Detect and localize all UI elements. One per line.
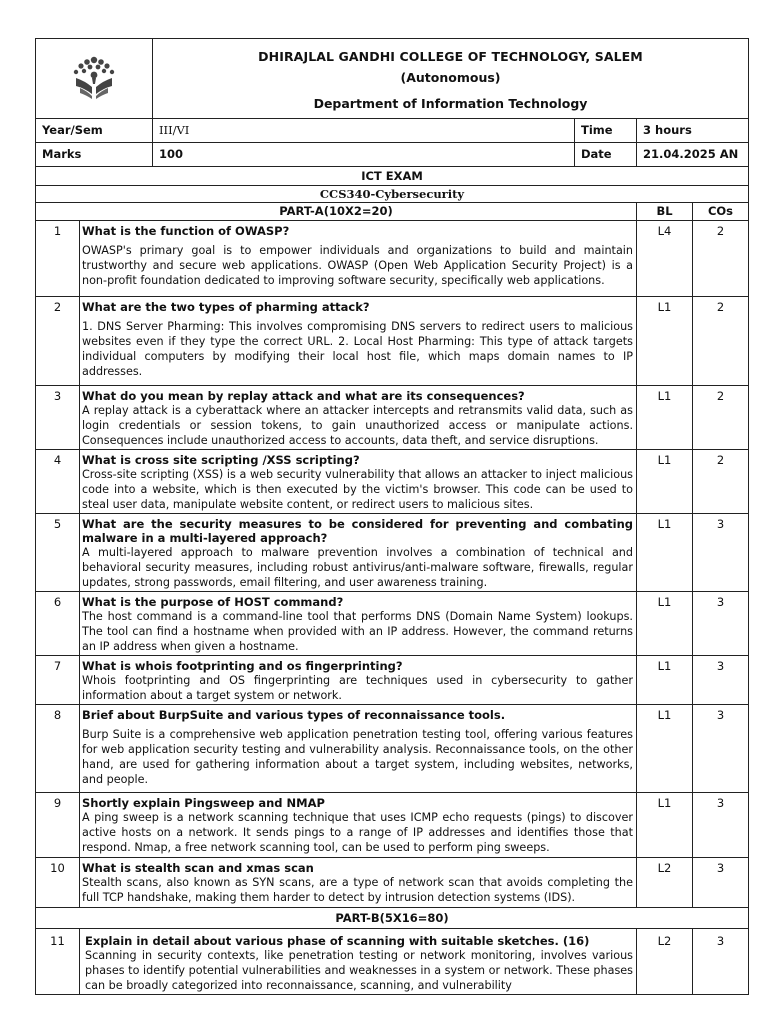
bloom-level: L1: [637, 514, 693, 592]
question-text: What is stealth scan and xmas scan: [82, 861, 314, 875]
question-cell: [80, 858, 637, 908]
question-text: What are the two types of pharming attack?: [82, 300, 370, 314]
question-text: Shortly explain Pingsweep and NMAP: [82, 796, 325, 810]
marks-label: Marks: [36, 143, 153, 167]
bloom-level: L1: [637, 386, 693, 450]
answer-text: The host command is a command-line tool that performs DNS (Domain Name System) lookups. The tool can find a hostname when provided with an IP address. However, the command returns an IP address when given a hostname.: [82, 610, 633, 653]
course-outcome: 2: [693, 386, 749, 450]
answer-text: Burp Suite is a comprehensive web application penetration testing tool, offering various features for web application security testing and vulnerability analysis. Reconnaissance tools, on the other hand, are used for gathering information about a target system, including websites, networks, and people.: [82, 728, 633, 786]
header-row: [36, 39, 749, 119]
answer-text: OWASP's primary goal is to empower individuals and organizations to build and maintain trustworthy and secure web applications. OWASP (Open Web Application Security Project) is a non-profit foundation dedicated to improving software security, specifically web applications.: [82, 244, 633, 287]
question-cell: [80, 656, 637, 705]
question-number: 11: [36, 929, 80, 995]
course-outcome: 3: [693, 592, 749, 656]
question-number: 2: [36, 297, 80, 386]
year-sem-value: III/VI: [153, 119, 575, 143]
college-name: DHIRAJLAL GANDHI COLLEGE OF TECHNOLOGY, SALEM: [258, 49, 643, 64]
question-number: 1: [36, 221, 80, 297]
bl-header: BL: [637, 203, 693, 221]
meta-row-2: [36, 143, 749, 167]
question-text: Explain in detail about various phase of scanning with suitable sketches. (16): [85, 934, 590, 948]
cos-header: COs: [693, 203, 749, 221]
question-number: 8: [36, 705, 80, 793]
course-outcome: 2: [693, 221, 749, 297]
question-row: [36, 450, 749, 514]
question-text: What is the purpose of HOST command?: [82, 595, 344, 609]
question-cell: [80, 386, 637, 450]
question-number: 10: [36, 858, 80, 908]
question-row: [36, 929, 749, 995]
time-value: 3 hours: [637, 119, 749, 143]
part-a-header-row: [36, 203, 749, 221]
course-row: [36, 186, 749, 203]
bloom-level: L1: [637, 793, 693, 858]
question-cell: [80, 221, 637, 297]
question-row: [36, 656, 749, 705]
question-row: [36, 858, 749, 908]
answer-text: A multi-layered approach to malware prevention involves a combination of technical and behavioral security measures, including robust antivirus/anti-malware software, firewalls, regular updates, strong passwords, email filtering, and user awareness training.: [82, 546, 633, 589]
course-outcome: 3: [693, 929, 749, 995]
course-outcome: 3: [693, 705, 749, 793]
answer-text: Stealth scans, also known as SYN scans, are a type of network scan that avoids completing the full TCP handshake, making them harder to detect by intrusion detection systems (IDS).: [82, 876, 633, 904]
question-row: [36, 514, 749, 592]
course-title: CCS340-Cybersecurity: [36, 186, 749, 203]
meta-row-1: [36, 119, 749, 143]
question-row: [36, 386, 749, 450]
question-cell: [80, 705, 637, 793]
part-b-header-row: [36, 908, 749, 929]
question-number: 9: [36, 793, 80, 858]
exam-title-row: [36, 167, 749, 186]
question-number: 7: [36, 656, 80, 705]
question-number: 4: [36, 450, 80, 514]
answer-text: Cross-site scripting (XSS) is a web security vulnerability that allows an attacker to inject malicious code into a website, which is then executed by the victim's browser. This code can be used to steal user data, manipulate website content, or redirect users to malicious sites.: [82, 468, 633, 511]
question-cell: [80, 297, 637, 386]
answer-text: A replay attack is a cyberattack where an attacker intercepts and retransmits valid data, such as login credentials or session tokens, to gain unauthorized access or manipulate actions. Consequences include unauthorized access to accounts, data theft, and service disruptions.: [82, 404, 633, 447]
course-outcome: 2: [693, 297, 749, 386]
question-number: 3: [36, 386, 80, 450]
marks-value: 100: [153, 143, 575, 167]
answer-text: Whois footprinting and OS fingerprinting are techniques used in cybersecurity to gather information about a target system or network.: [82, 674, 633, 702]
question-number: 6: [36, 592, 80, 656]
question-cell: [80, 450, 637, 514]
course-outcome: 2: [693, 450, 749, 514]
question-text: What is the function of OWASP?: [82, 224, 290, 238]
exam-sheet: [35, 38, 749, 995]
question-row: [36, 793, 749, 858]
date-label: Date: [575, 143, 637, 167]
part-b-title: PART-B(5X16=80): [36, 908, 749, 929]
time-label: Time: [575, 119, 637, 143]
course-outcome: 3: [693, 858, 749, 908]
bloom-level: L1: [637, 450, 693, 514]
bloom-level: L4: [637, 221, 693, 297]
bloom-level: L2: [637, 929, 693, 995]
bloom-level: L1: [637, 656, 693, 705]
answer-text: 1. DNS Server Pharming: This involves compromising DNS servers to redirect users to malicious websites even if they type the correct URL. 2. Local Host Pharming: This type of attack targets individual computers by modifying their local host file, which maps domain names to IP addresses.: [82, 320, 633, 378]
question-cell: [80, 592, 637, 656]
college-logo: [36, 39, 153, 119]
college-logo-icon: [70, 54, 118, 100]
question-text: What is cross site scripting /XSS scripting?: [82, 453, 360, 467]
question-text: What are the security measures to be considered for preventing and combating malware in a multi-layered approach?: [82, 517, 633, 545]
course-outcome: 3: [693, 793, 749, 858]
autonomous-label: (Autonomous): [400, 70, 501, 85]
bloom-level: L1: [637, 297, 693, 386]
date-value: 21.04.2025 AN: [637, 143, 749, 167]
question-row: [36, 221, 749, 297]
college-header: [153, 39, 749, 119]
question-cell: [80, 514, 637, 592]
question-row: [36, 705, 749, 793]
course-outcome: 3: [693, 656, 749, 705]
question-text: Brief about BurpSuite and various types of reconnaissance tools.: [82, 708, 506, 722]
bloom-level: L1: [637, 592, 693, 656]
part-a-title: PART-A(10X2=20): [36, 203, 637, 221]
question-text: What do you mean by replay attack and what are its consequences?: [82, 389, 525, 403]
bloom-level: L1: [637, 705, 693, 793]
question-text: What is whois footprinting and os fingerprinting?: [82, 659, 403, 673]
question-cell: [80, 929, 637, 995]
department-name: Department of Information Technology: [313, 96, 588, 111]
question-cell: [80, 793, 637, 858]
question-number: 5: [36, 514, 80, 592]
question-row: [36, 297, 749, 386]
exam-title: ICT EXAM: [36, 167, 749, 186]
answer-text: Scanning in security contexts, like penetration testing or network monitoring, involves various phases to identify potential vulnerabilities and weaknesses in a system or network. These phases can be broadly categorized into reconnaissance, scanning, and vulnerability: [85, 949, 633, 992]
course-outcome: 3: [693, 514, 749, 592]
bloom-level: L2: [637, 858, 693, 908]
answer-text: A ping sweep is a network scanning technique that uses ICMP echo requests (pings) to discover active hosts on a network. It sends pings to a range of IP addresses and identifies those that respond. Nmap, a free network scanning tool, can be used to perform ping sweeps.: [82, 811, 633, 854]
question-row: [36, 592, 749, 656]
year-sem-label: Year/Sem: [36, 119, 153, 143]
